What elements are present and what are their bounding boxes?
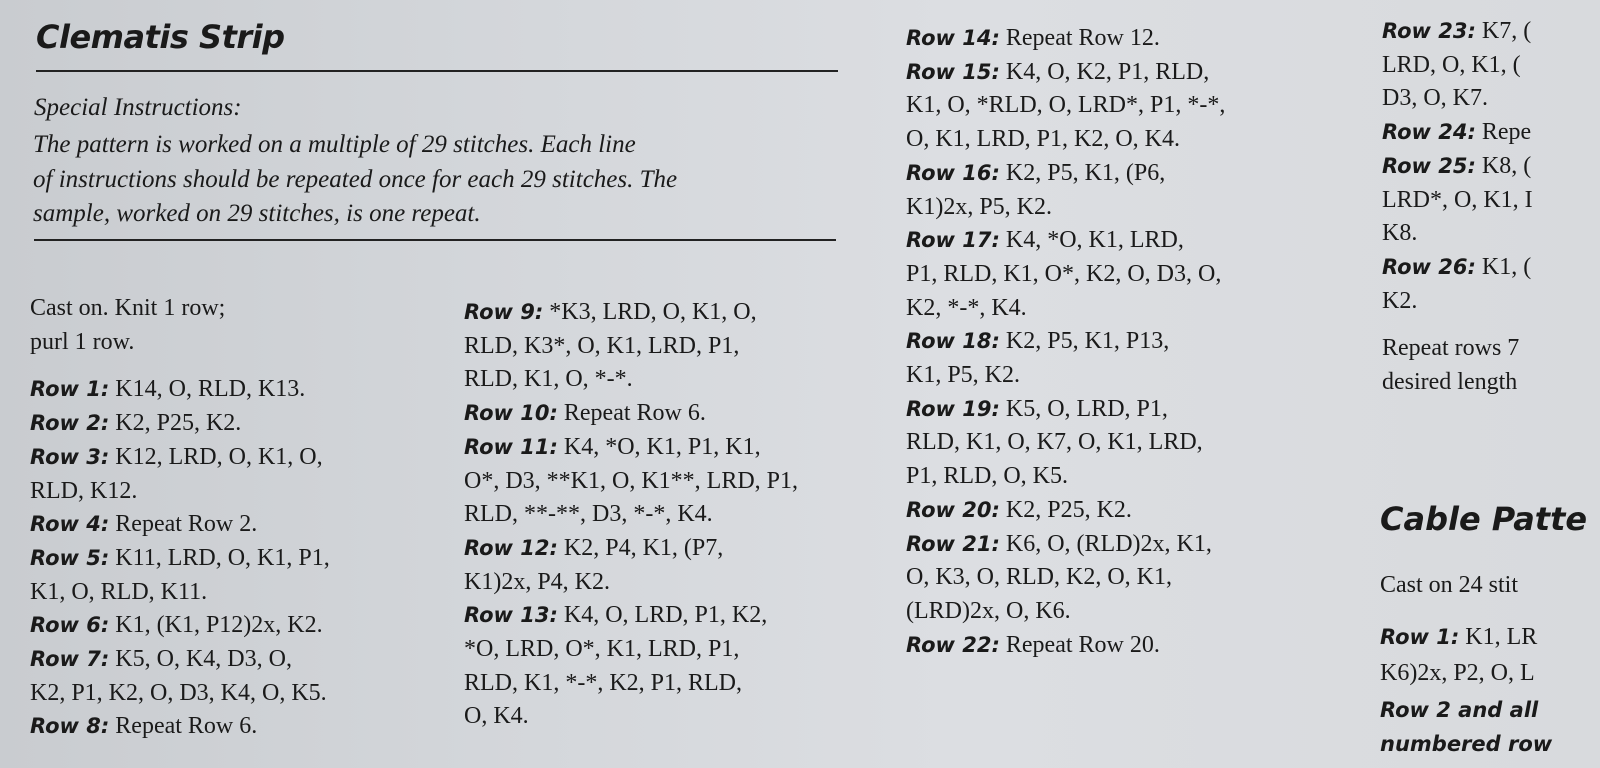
row-text: K1)2x, P5, K2. — [906, 193, 1053, 220]
pattern-row — [906, 22, 1346, 56]
pattern-row — [906, 325, 1346, 359]
row-label: Row 26: — [1382, 254, 1476, 279]
row-text: K1, O, *RLD, O, LRD*, P1, *-*, — [906, 92, 1226, 119]
repeat-line: desired length — [1382, 369, 1518, 396]
row-text: RLD, K1, O, *-*. — [464, 366, 633, 393]
pattern-row — [30, 441, 450, 475]
pattern-row — [906, 224, 1346, 258]
pattern-row-continuation — [464, 330, 904, 364]
pattern-row-continuation — [906, 89, 1346, 123]
row-text: K2, P25, K2. — [115, 410, 242, 437]
pattern-row — [906, 528, 1346, 562]
row-text: O*, D3, **K1, O, K1**, LRD, P1, — [464, 467, 799, 494]
pattern-row — [1382, 150, 1600, 184]
row-label: Row 23: — [1382, 19, 1476, 43]
pattern-row — [30, 710, 450, 744]
row-label: Row 17: — [906, 228, 1000, 253]
row-text: K8, ( — [1481, 152, 1532, 179]
pattern-row — [1382, 251, 1600, 285]
pattern-row-continuation — [464, 700, 904, 734]
row-label: Row 19: — [906, 396, 1000, 421]
row-text: K2, *-*, K4. — [906, 294, 1027, 321]
row-label: Row 4: — [30, 512, 110, 537]
row-text: K1, (K1, P12)2x, K2. — [115, 612, 323, 639]
row-text: Repe — [1481, 119, 1532, 146]
title-rule — [36, 70, 838, 72]
row-text: O, K1, LRD, P1, K2, O, K4. — [906, 126, 1181, 153]
pattern-row-continuation — [906, 123, 1346, 157]
row-text: LRD*, O, K1, I — [1382, 186, 1533, 213]
pattern-row — [1382, 116, 1600, 150]
row-text: K1, ( — [1481, 253, 1532, 280]
cable-row-1-cont: K6)2x, P2, O, L — [1380, 660, 1535, 686]
cable-cast-on: Cast on 24 stit — [1380, 572, 1519, 598]
pattern-row — [464, 397, 904, 431]
row-label: Row 20: — [906, 497, 1000, 522]
row-label: Row 25: — [1382, 153, 1476, 178]
row-text: K4, *O, K1, P1, K1, — [563, 433, 761, 460]
page-title: Clematis Strip — [36, 18, 285, 56]
row-label: Row 5: — [30, 545, 110, 570]
row-text: O, K3, O, RLD, K2, O, K1, — [906, 564, 1172, 591]
cable-pattern-title: Cable Patte — [1380, 500, 1588, 538]
special-line: The pattern is worked on a multiple of 29 stitches. Each line — [33, 131, 636, 158]
special-instructions-body — [33, 128, 853, 232]
row-text: K1)2x, P4, K2. — [464, 568, 611, 595]
row-text: (LRD)2x, O, K6. — [906, 597, 1071, 624]
repeat-line: Repeat rows 7 — [1382, 335, 1520, 362]
row-text: K14, O, RLD, K13. — [115, 376, 306, 403]
row-text: K4, O, LRD, P1, K2, — [563, 602, 768, 629]
pattern-row — [30, 407, 450, 441]
pattern-row-continuation — [464, 363, 904, 397]
pattern-row — [906, 56, 1346, 90]
pattern-row-continuation — [464, 633, 904, 667]
row-text: K2. — [1382, 287, 1418, 314]
pattern-row-continuation — [30, 475, 450, 509]
row-text: K6, O, (RLD)2x, K1, — [1005, 530, 1212, 557]
row-text: K1, P5, K2. — [906, 362, 1021, 389]
pattern-row — [30, 609, 450, 643]
row-text: K2, P1, K2, O, D3, K4, O, K5. — [30, 679, 327, 706]
row-label: Row 18: — [906, 329, 1000, 354]
pattern-row — [464, 296, 904, 330]
row-text: K1, O, RLD, K11. — [30, 578, 208, 605]
row-label: Row 21: — [906, 531, 1000, 556]
pattern-row — [906, 393, 1346, 427]
row-text: K1, LR — [1465, 624, 1538, 650]
pattern-row — [1382, 15, 1600, 49]
row-label: Row 2: — [30, 411, 110, 436]
instructions-column-2 — [464, 296, 904, 734]
row-text: K2, P4, K1, (P7, — [563, 534, 724, 561]
row-text: RLD, K12. — [30, 477, 138, 504]
pattern-row-continuation — [1382, 285, 1600, 319]
pattern-row-continuation — [464, 498, 904, 532]
row-text: K12, LRD, O, K1, O, — [115, 443, 323, 470]
row-text: K2, P5, K1, P13, — [1005, 328, 1170, 355]
row-text: RLD, **-**, D3, *-*, K4. — [464, 501, 713, 528]
row-text: K5, O, K4, D3, O, — [115, 646, 292, 673]
row-label: Row 16: — [906, 160, 1000, 185]
pattern-row-continuation — [464, 667, 904, 701]
row-text: *K3, LRD, O, K1, O, — [549, 299, 757, 325]
cable-row-2-label: Row 2 and all — [1380, 698, 1539, 722]
special-line: of instructions should be repeated once for each 29 stitches. The — [33, 165, 678, 193]
row-label: Row 11: — [464, 434, 558, 459]
instructions-column-3 — [906, 22, 1346, 662]
pattern-row — [30, 542, 450, 576]
pattern-row — [30, 373, 450, 407]
row-label: Row 14: — [906, 26, 1000, 50]
pattern-row-continuation — [464, 465, 904, 499]
cable-row-2-cont: numbered row — [1380, 732, 1553, 756]
special-rule — [34, 239, 836, 241]
pattern-row-continuation — [906, 292, 1346, 326]
pattern-row-continuation — [1382, 82, 1600, 116]
pattern-row-continuation — [1382, 184, 1600, 218]
cable-row-1 — [1380, 624, 1537, 651]
row-text: O, K4. — [464, 703, 529, 730]
row-label: Row 9: — [464, 300, 544, 324]
row-label: Row 1: — [1380, 625, 1460, 649]
row-text: Repeat Row 6. — [563, 400, 706, 427]
intro-line: purl 1 row. — [30, 328, 135, 355]
row-label: Row 3: — [30, 444, 110, 469]
row-text: K4, *O, K1, LRD, — [1005, 227, 1184, 254]
row-text: K11, LRD, O, K1, P1, — [115, 544, 330, 571]
pattern-row-continuation — [464, 566, 904, 600]
row-text: K2, P5, K1, (P6, — [1005, 159, 1166, 186]
row-label: Row 12: — [464, 535, 558, 560]
row-text: Repeat Row 20. — [1005, 631, 1160, 658]
pattern-row-continuation — [1382, 217, 1600, 251]
pattern-row — [906, 494, 1346, 528]
pattern-row-continuation — [906, 426, 1346, 460]
row-text: K7, ( — [1481, 18, 1532, 44]
row-text: RLD, K1, O, K7, O, K1, LRD, — [906, 429, 1203, 456]
pattern-row — [464, 599, 904, 633]
pattern-row-continuation — [906, 359, 1346, 393]
pattern-row-continuation — [906, 258, 1346, 292]
row-label: Row 22: — [906, 632, 1000, 657]
pattern-row-continuation — [30, 677, 450, 711]
pattern-row-continuation — [30, 576, 450, 610]
pattern-row-continuation — [906, 460, 1346, 494]
pattern-row-continuation — [1382, 49, 1600, 83]
row-text: *O, LRD, O*, K1, LRD, P1, — [464, 636, 740, 663]
row-label: Row 7: — [30, 647, 110, 672]
row-text: P1, RLD, O, K5. — [906, 463, 1069, 490]
row-text: Repeat Row 12. — [1005, 25, 1160, 51]
row-text: RLD, K3*, O, K1, LRD, P1, — [464, 332, 740, 359]
pattern-row-continuation — [906, 561, 1346, 595]
special-instructions-heading: Special Instructions: — [34, 94, 242, 121]
pattern-row — [464, 532, 904, 566]
pattern-row — [906, 157, 1346, 191]
row-text: K8. — [1382, 220, 1418, 247]
row-label: Row 6: — [30, 613, 110, 638]
special-line: sample, worked on 29 stitches, is one repeat. — [33, 200, 481, 227]
row-text: P1, RLD, K1, O*, K2, O, D3, O, — [906, 260, 1222, 287]
row-label: Row 24: — [1382, 120, 1476, 145]
row-label: Row 8: — [30, 714, 110, 739]
row-text: LRD, O, K1, ( — [1382, 51, 1521, 78]
intro-line: Cast on. Knit 1 row; — [30, 295, 226, 321]
row-text: D3, O, K7. — [1382, 85, 1488, 112]
row-text: Repeat Row 2. — [115, 511, 258, 538]
pattern-row — [906, 629, 1346, 663]
row-text: Repeat Row 6. — [115, 713, 258, 740]
row-text: K5, O, LRD, P1, — [1005, 395, 1168, 422]
pattern-row — [464, 431, 904, 465]
row-label: Row 13: — [464, 603, 558, 628]
row-label: Row 15: — [906, 59, 1000, 84]
instructions-column-1 — [30, 292, 450, 744]
row-label: Row 1: — [30, 377, 110, 402]
pattern-row — [30, 643, 450, 677]
row-text: RLD, K1, *-*, K2, P1, RLD, — [464, 669, 743, 696]
pattern-row-continuation — [906, 595, 1346, 629]
instructions-column-4 — [1382, 15, 1600, 400]
pattern-row-continuation — [906, 191, 1346, 225]
row-label: Row 10: — [464, 401, 558, 426]
row-text: K4, O, K2, P1, RLD, — [1005, 58, 1210, 85]
row-text: K2, P25, K2. — [1005, 496, 1132, 523]
pattern-row — [30, 508, 450, 542]
